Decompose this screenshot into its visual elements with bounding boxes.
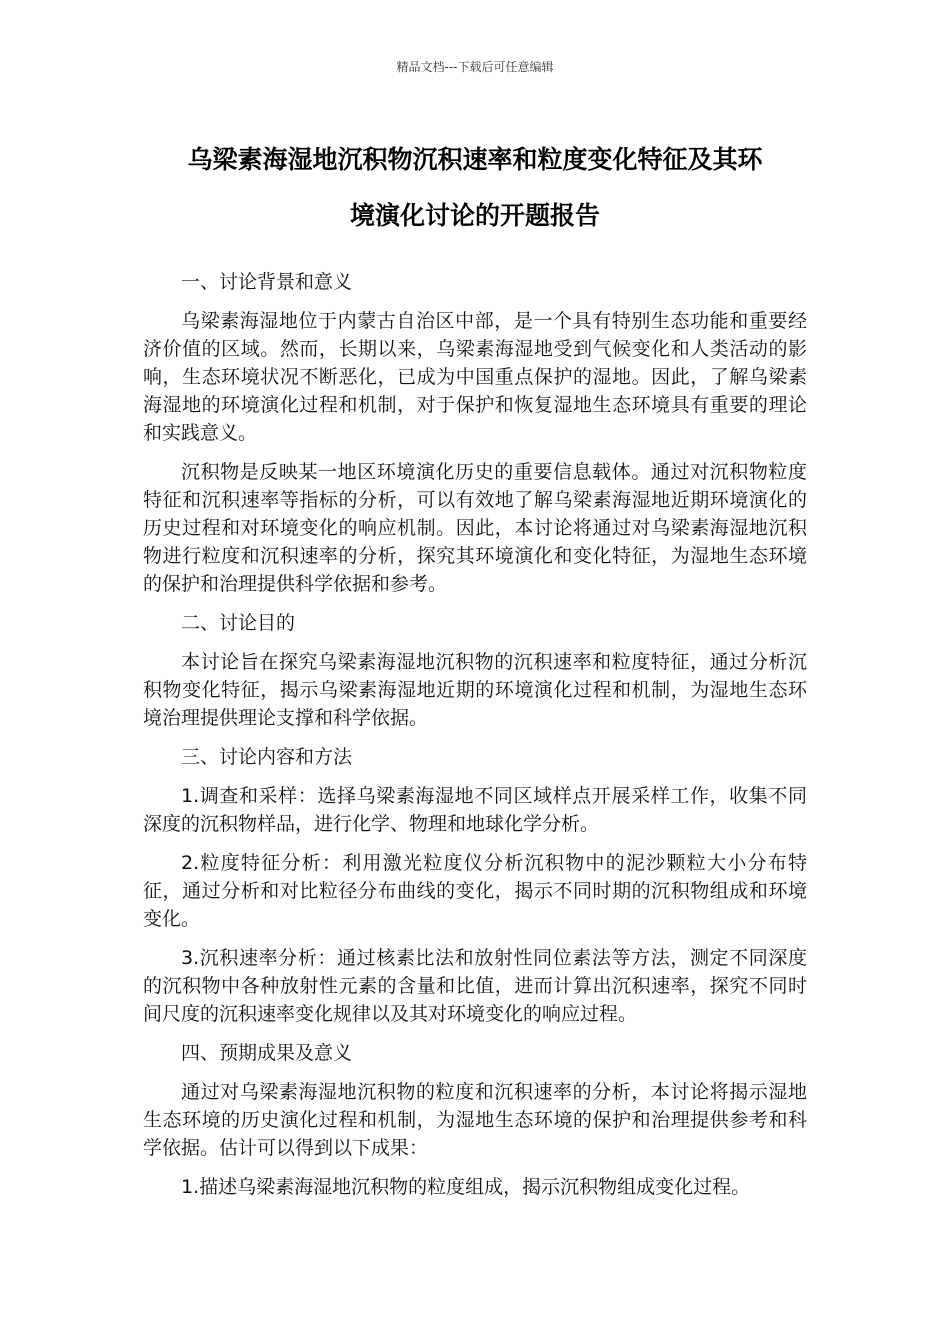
document-body [143,268,807,1212]
paragraph-outcomes: 通过对乌梁素海湿地沉积物的粒度和沉积速率的分析，本讨论将揭示湿地生态环境的历史演化过程和机制，为湿地生态环境的保护和治理提供参考和科学依据。估计可以得到以下成果： [143,1081,807,1159]
method-item-sedimentation-rate: 3.沉积速率分析：通过核素比法和放射性同位素法等方法，测定不同深度的沉积物中各种放射性元素的含量和比值，进而计算出沉积速率，探究不同时间尺度的沉积速率变化规律以及其对环境变化的响应过程。 [143,947,807,1025]
section-heading-outcomes: 四、预期成果及意义 [181,1042,353,1064]
paragraph-purpose: 本讨论旨在探究乌梁素海湿地沉积物的沉积速率和粒度特征，通过分析沉积物变化特征，揭示乌梁素海湿地近期的环境演化过程和机制，为湿地生态环境治理提供理论支撑和科学依据。 [143,651,807,729]
document-title [120,132,830,244]
section-heading-methods: 三、讨论内容和方法 [181,746,353,768]
paragraph-background-2: 沉积物是反映某一地区环境演化历史的重要信息载体。通过对沉积物粒度特征和沉积速率等指标的分析，可以有效地了解乌梁素海湿地近期环境演化的历史过程和对环境变化的响应机制。因此，本讨论将通过对乌梁素海湿地沉积物进行粒度和沉积速率的分析，探究其环境演化和变化特征，为湿地生态环境的保护和治理提供科学依据和参考。 [143,461,807,595]
header-note: 精品文档---下载后可任意编辑 [396,60,554,74]
title-line-2: 境演化讨论的开题报告 [349,201,600,230]
paragraph-background-1: 乌梁素海湿地位于内蒙古自治区中部，是一个具有特别生态功能和重要经济价值的区域。然而，长期以来，乌梁素海湿地受到气候变化和人类活动的影响，生态环境状况不断恶化，已成为中国重点保护的湿地。因此，了解乌梁素海湿地的环境演化过程和机制，对于保护和恢复湿地生态环境具有重要的理论和实践意义。 [143,310,807,444]
method-item-sampling: 1.调查和采样：选择乌梁素海湿地不同区域样点开展采样工作，收集不同深度的沉积物样品，进行化学、物理和地球化学分析。 [143,785,807,835]
section-heading-purpose: 二、讨论目的 [181,612,296,634]
section-heading-background: 一、讨论背景和意义 [181,271,353,293]
title-line-1: 乌梁素海湿地沉积物沉积速率和粒度变化特征及其环 [187,145,763,174]
method-item-grain-size: 2.粒度特征分析：利用激光粒度仪分析沉积物中的泥沙颗粒大小分布特征，通过分析和对比粒径分布曲线的变化，揭示不同时期的沉积物组成和环境变化。 [143,852,807,930]
outcome-item-1: 1.描述乌梁素海湿地沉积物的粒度组成，揭示沉积物组成变化过程。 [181,1176,751,1198]
